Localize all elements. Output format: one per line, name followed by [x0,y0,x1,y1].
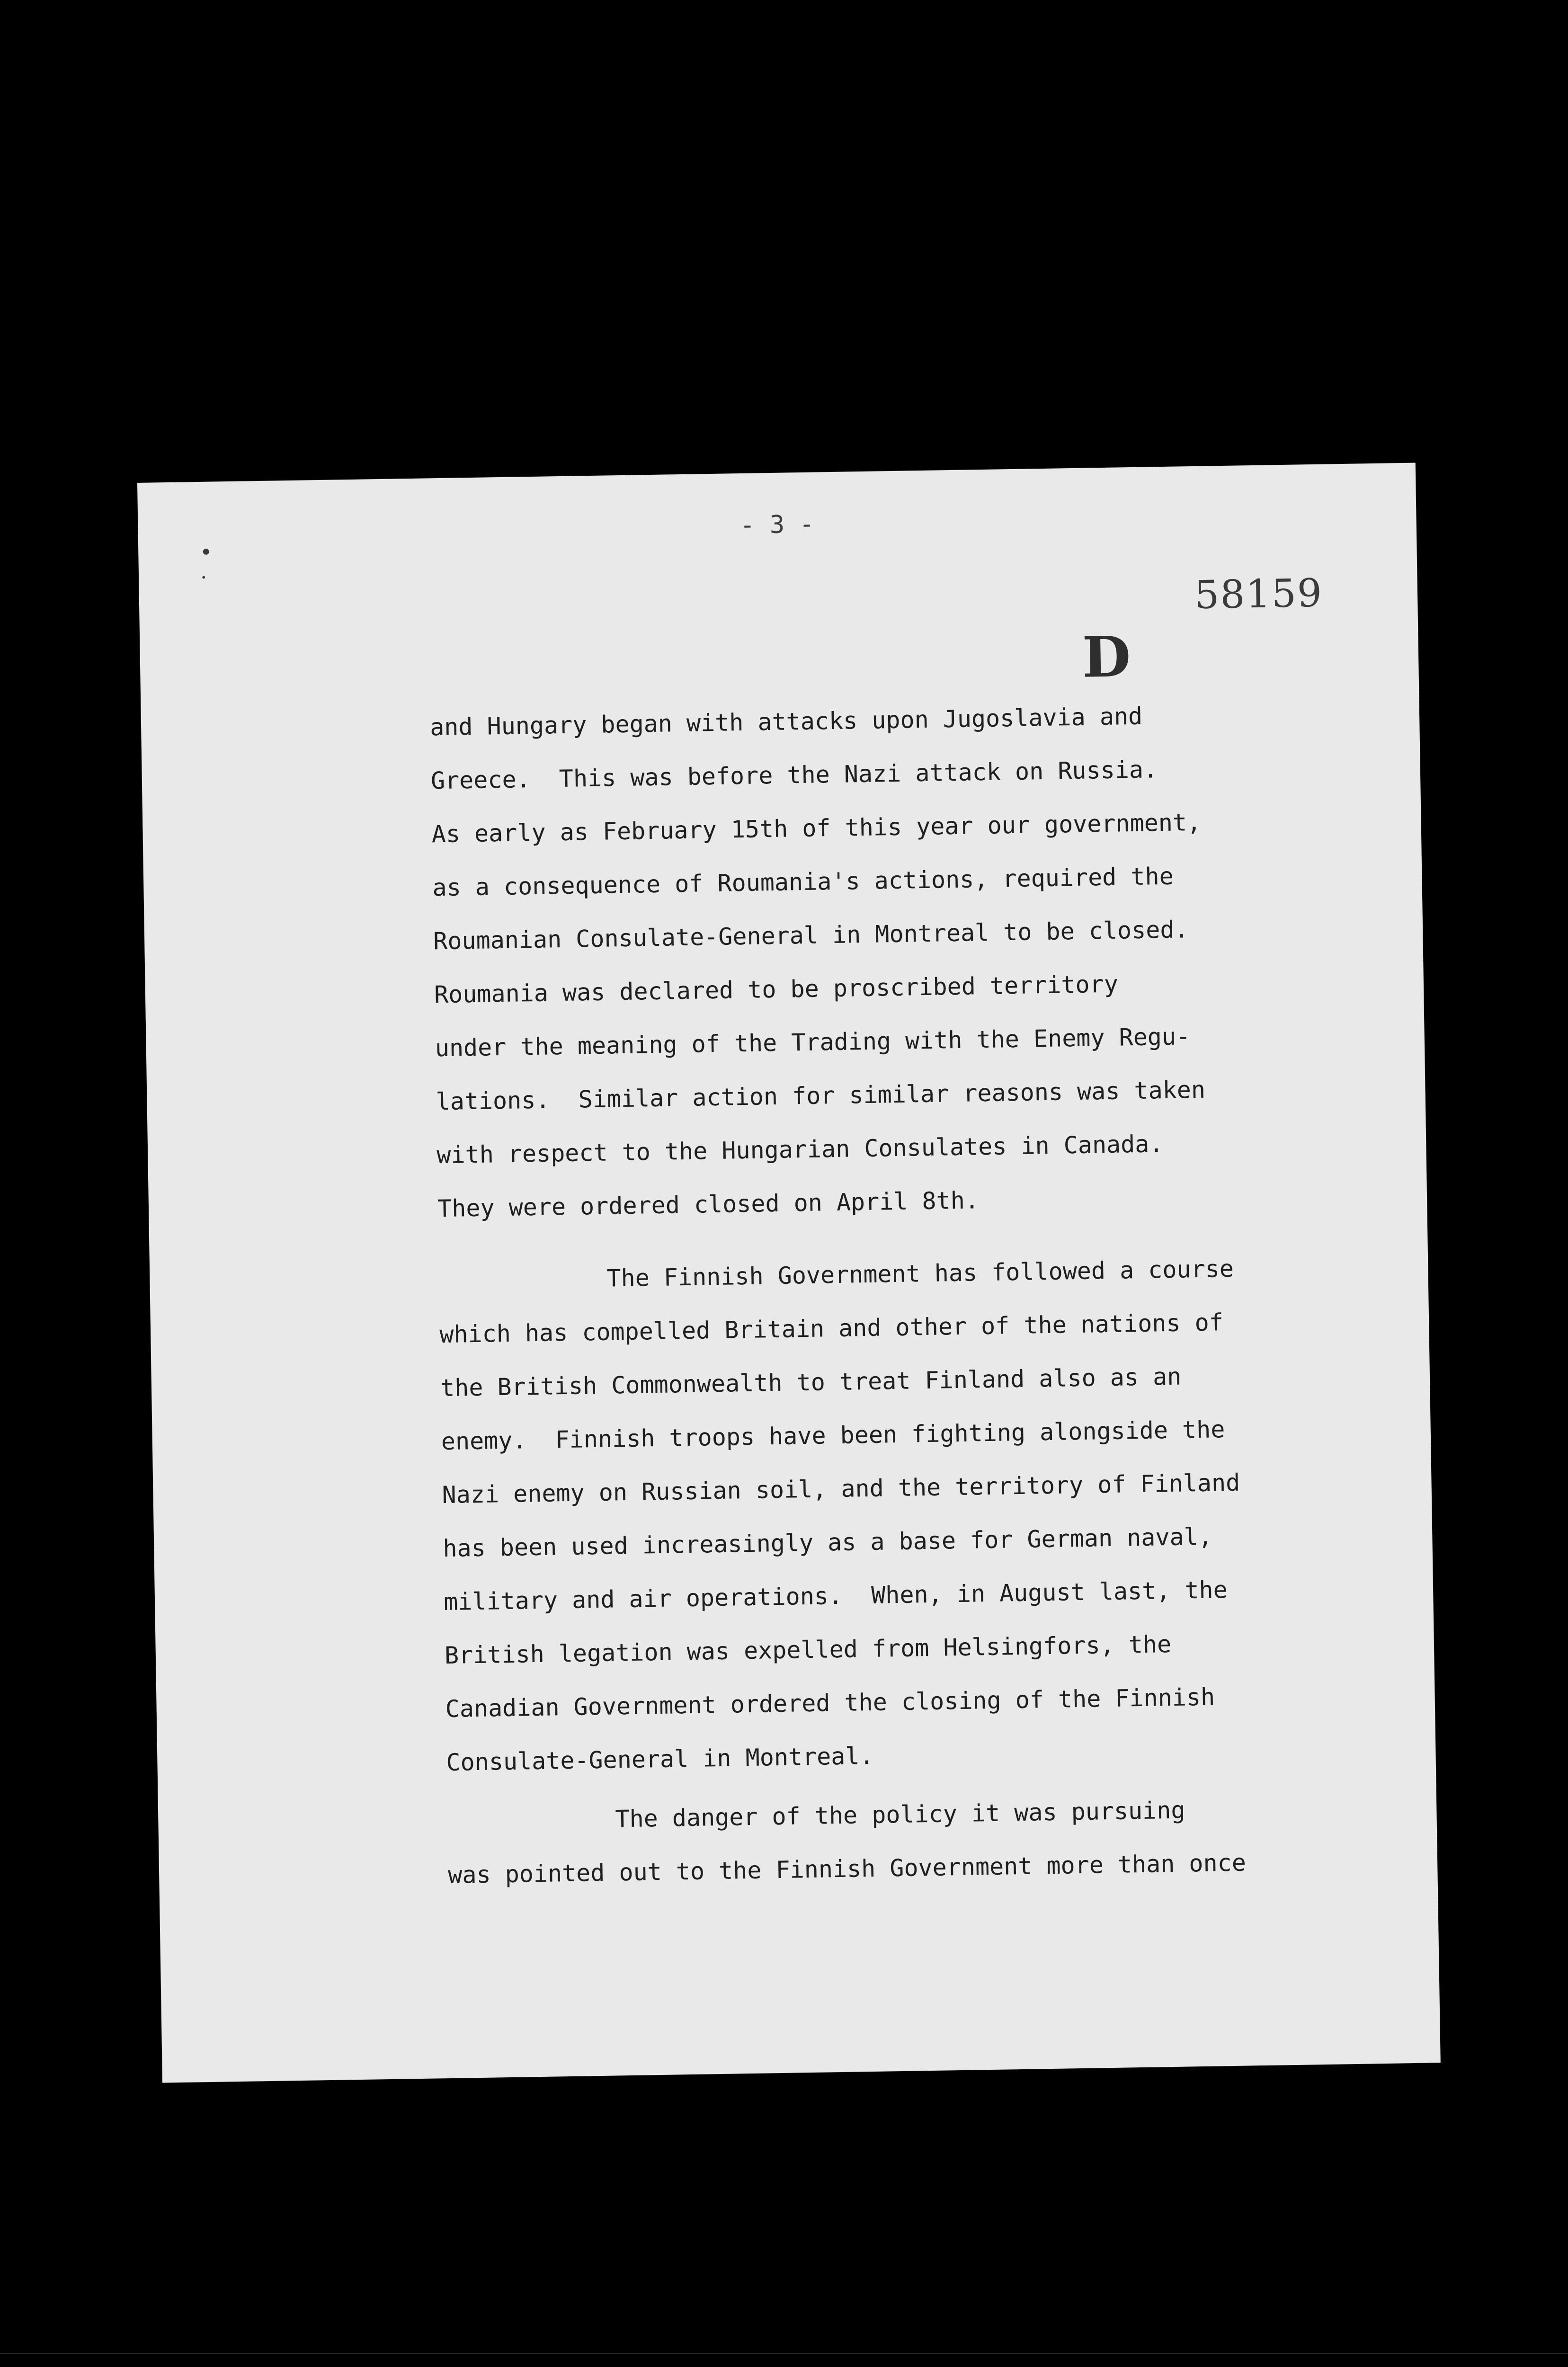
text-line: as a consequence of Roumania's actions, required the [432,862,1174,902]
text-line: Greece. This was before the Nazi attack on Russia. [430,756,1158,795]
text-line: enemy. Finnish troops have been fighting alongside the [441,1415,1225,1456]
margin-mark: . [200,559,207,584]
margin-marks [199,540,213,584]
body-text [429,686,1372,1902]
text-line: and Hungary began with attacks upon Jugoslavia and [429,702,1143,741]
text-line: has been used increasingly as a base for German naval, [442,1522,1213,1563]
text-line: lations. Similar action for similar reasons was taken [436,1076,1206,1116]
document-page [137,463,1441,2083]
text-line: military and air operations. When, in August last, the [443,1576,1228,1616]
text-line: was pointed out to the Finnish Government more than once [447,1849,1247,1889]
text-line: with respect to the Hungarian Consulates in Canada. [436,1130,1164,1169]
bottom-rule [0,2353,1568,2354]
text-line: the British Commonwealth to treat Finland also as an [440,1362,1182,1402]
text-line: Roumanian Consulate-General in Montreal to be closed. [433,916,1189,955]
text-line: The danger of the policy it was pursuing [615,1796,1185,1833]
text-line: The Finnish Government has followed a course [606,1255,1234,1292]
margin-mark: • [199,540,213,565]
stamp-letter: D [1081,623,1131,690]
text-line: As early as February 15th of this year our government, [431,808,1202,848]
page-number: - 3 - [739,510,815,540]
paragraph [438,1240,1370,1789]
text-line: Canadian Government ordered the closing of the Finnish [445,1683,1215,1723]
text-line: under the meaning of the Trading with the Enemy Regu- [435,1023,1191,1062]
document-number: 58159 [1194,570,1323,618]
text-line: which has compelled Britain and other of the nations of [439,1308,1224,1349]
text-line: Roumania was declared to be proscribed territory [434,970,1119,1009]
text-line: British legation was expelled from Helsingfors, the [444,1630,1172,1670]
text-line: Consulate-General in Montreal. [446,1742,874,1777]
paragraph [429,686,1361,1236]
text-line: Nazi enemy on Russian soil, and the territory of Finland [442,1468,1240,1509]
text-line: They were ordered closed on April 8th. [437,1186,980,1223]
paragraph [447,1780,1372,1902]
